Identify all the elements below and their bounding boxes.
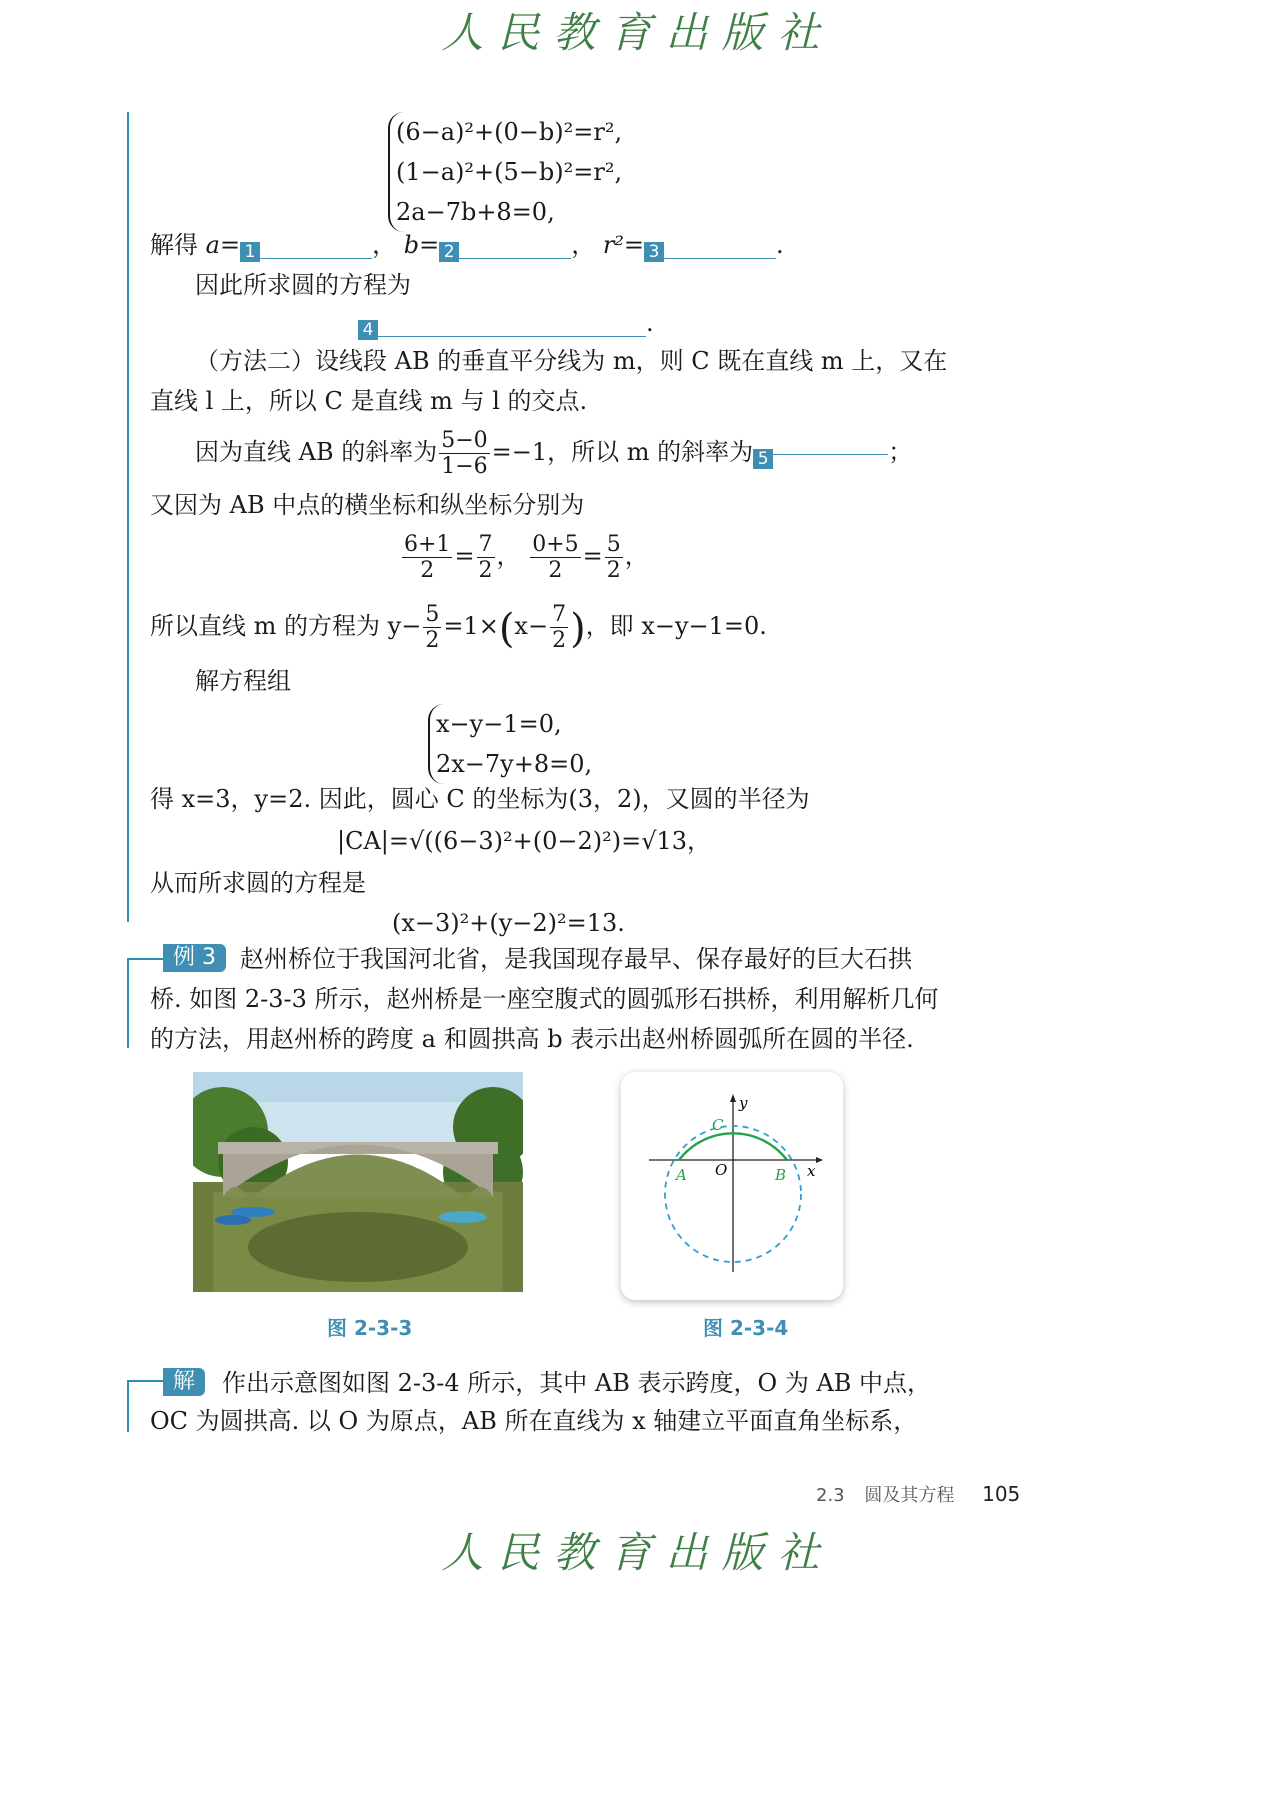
blank-4[interactable]: 4 — [358, 312, 646, 337]
page-number: 105 — [982, 1482, 1021, 1506]
example3-line3: 的方法，用赵州桥的跨度 a 和圆拱高 b 表示出赵州桥圆弧所在圆的半径. — [150, 1025, 914, 1053]
result-line: 得 x=3，y=2. 因此，圆心 C 的坐标为(3，2)，又圆的半径为 — [150, 785, 810, 813]
footer-title: 圆及其方程 — [864, 1485, 955, 1506]
solution-tag: 解 — [163, 1368, 205, 1396]
solution-rule — [127, 1380, 129, 1432]
equation-system-1 — [388, 112, 622, 232]
blank-2[interactable]: 2 — [439, 234, 571, 259]
label-b: B — [775, 1166, 787, 1184]
line-m-equation: 所以直线 m 的方程为 y− $\frac{5}{2}$ =1×(x− $\frac{7}{2}$ )，即 x−y−1=0. — [150, 602, 767, 653]
so-equation-line: 因此所求圆的方程为 — [195, 271, 411, 299]
solve-line: 解得 a= 1 ， b= 2 ， r²= 3 . — [150, 231, 784, 262]
circle-diagram — [621, 1072, 843, 1300]
radius-line: |CA|=√((6−3)²+(0−2)²)=√13， — [337, 827, 712, 855]
blank-4-line: 4 . — [358, 308, 654, 338]
label-c: C — [712, 1116, 724, 1134]
figure-234-caption: 图 2-3-4 — [703, 1316, 789, 1340]
example-rule — [127, 958, 129, 1048]
label-a: A — [676, 1166, 687, 1184]
method2-line2: 直线 l 上，所以 C 是直线 m 与 l 的交点. — [150, 387, 588, 415]
slope-fraction: $\frac{5-0}{1-6}$ — [441, 428, 488, 479]
example3-tag: 例 3 — [163, 944, 226, 972]
footer-section: 2.3 — [816, 1485, 845, 1506]
label-y: y — [739, 1094, 748, 1112]
blank-5[interactable]: 5 — [753, 430, 888, 455]
solve-system-label: 解方程组 — [195, 667, 291, 695]
equation-system-2 — [428, 704, 592, 784]
midpoint-intro: 又因为 AB 中点的横坐标和纵坐标分别为 — [150, 491, 585, 519]
label-o: O — [715, 1161, 728, 1179]
method2-line1: （方法二）设线段 AB 的垂直平分线为 m，则 C 既在直线 m 上，又在 — [195, 347, 948, 375]
slope-line: 因为直线 AB 的斜率为 $\frac{5-0}{1-6}$ =−1，所以 m 的斜率为 5 ； — [195, 428, 913, 479]
solution-line1: 作出示意图如图 2-3-4 所示，其中 AB 表示跨度，O 为 AB 中点， — [222, 1369, 932, 1397]
publisher-logo-top: 人民教育出版社 — [441, 8, 834, 57]
figure-233-caption: 图 2-3-3 — [327, 1316, 413, 1340]
example3-line1: 赵州桥位于我国河北省，是我国现存最早、保存最好的巨大石拱 — [240, 945, 912, 973]
final-equation: (x−3)²+(y−2)²=13. — [392, 909, 625, 937]
system-eq-2: (1−a)²+(5−b)²=r², — [396, 158, 623, 186]
system2-eq-2: 2x−7y+8=0, — [436, 750, 593, 778]
example3-line2: 桥. 如图 2-3-3 所示，赵州桥是一座空腹式的圆弧形石拱桥，利用解析几何 — [150, 985, 939, 1013]
system2-eq-1: x−y−1=0, — [436, 710, 562, 738]
publisher-logo-bottom: 人民教育出版社 — [441, 1528, 834, 1577]
midpoint-values: $\frac{6+1}{2}$ = $\frac{7}{2}$ ， $\frac{0+5}{2}$ = $\frac{5}{2}$ ， — [404, 532, 649, 583]
conclusion-intro: 从而所求圆的方程是 — [150, 869, 366, 897]
blank-3[interactable]: 3 — [644, 234, 776, 259]
system-eq-3: 2a−7b+8=0, — [396, 198, 555, 226]
page-footer — [816, 1481, 1020, 1507]
label-x: x — [807, 1162, 816, 1180]
margin-rule — [127, 112, 129, 922]
blank-1[interactable]: 1 — [240, 234, 372, 259]
bridge-photo — [193, 1072, 523, 1292]
system-eq-1: (6−a)²+(0−b)²=r², — [396, 118, 623, 146]
solution-line2: OC 为圆拱高. 以 O 为原点，AB 所在直线为 x 轴建立平面直角坐标系， — [150, 1407, 918, 1435]
figure-234-card — [621, 1072, 843, 1300]
